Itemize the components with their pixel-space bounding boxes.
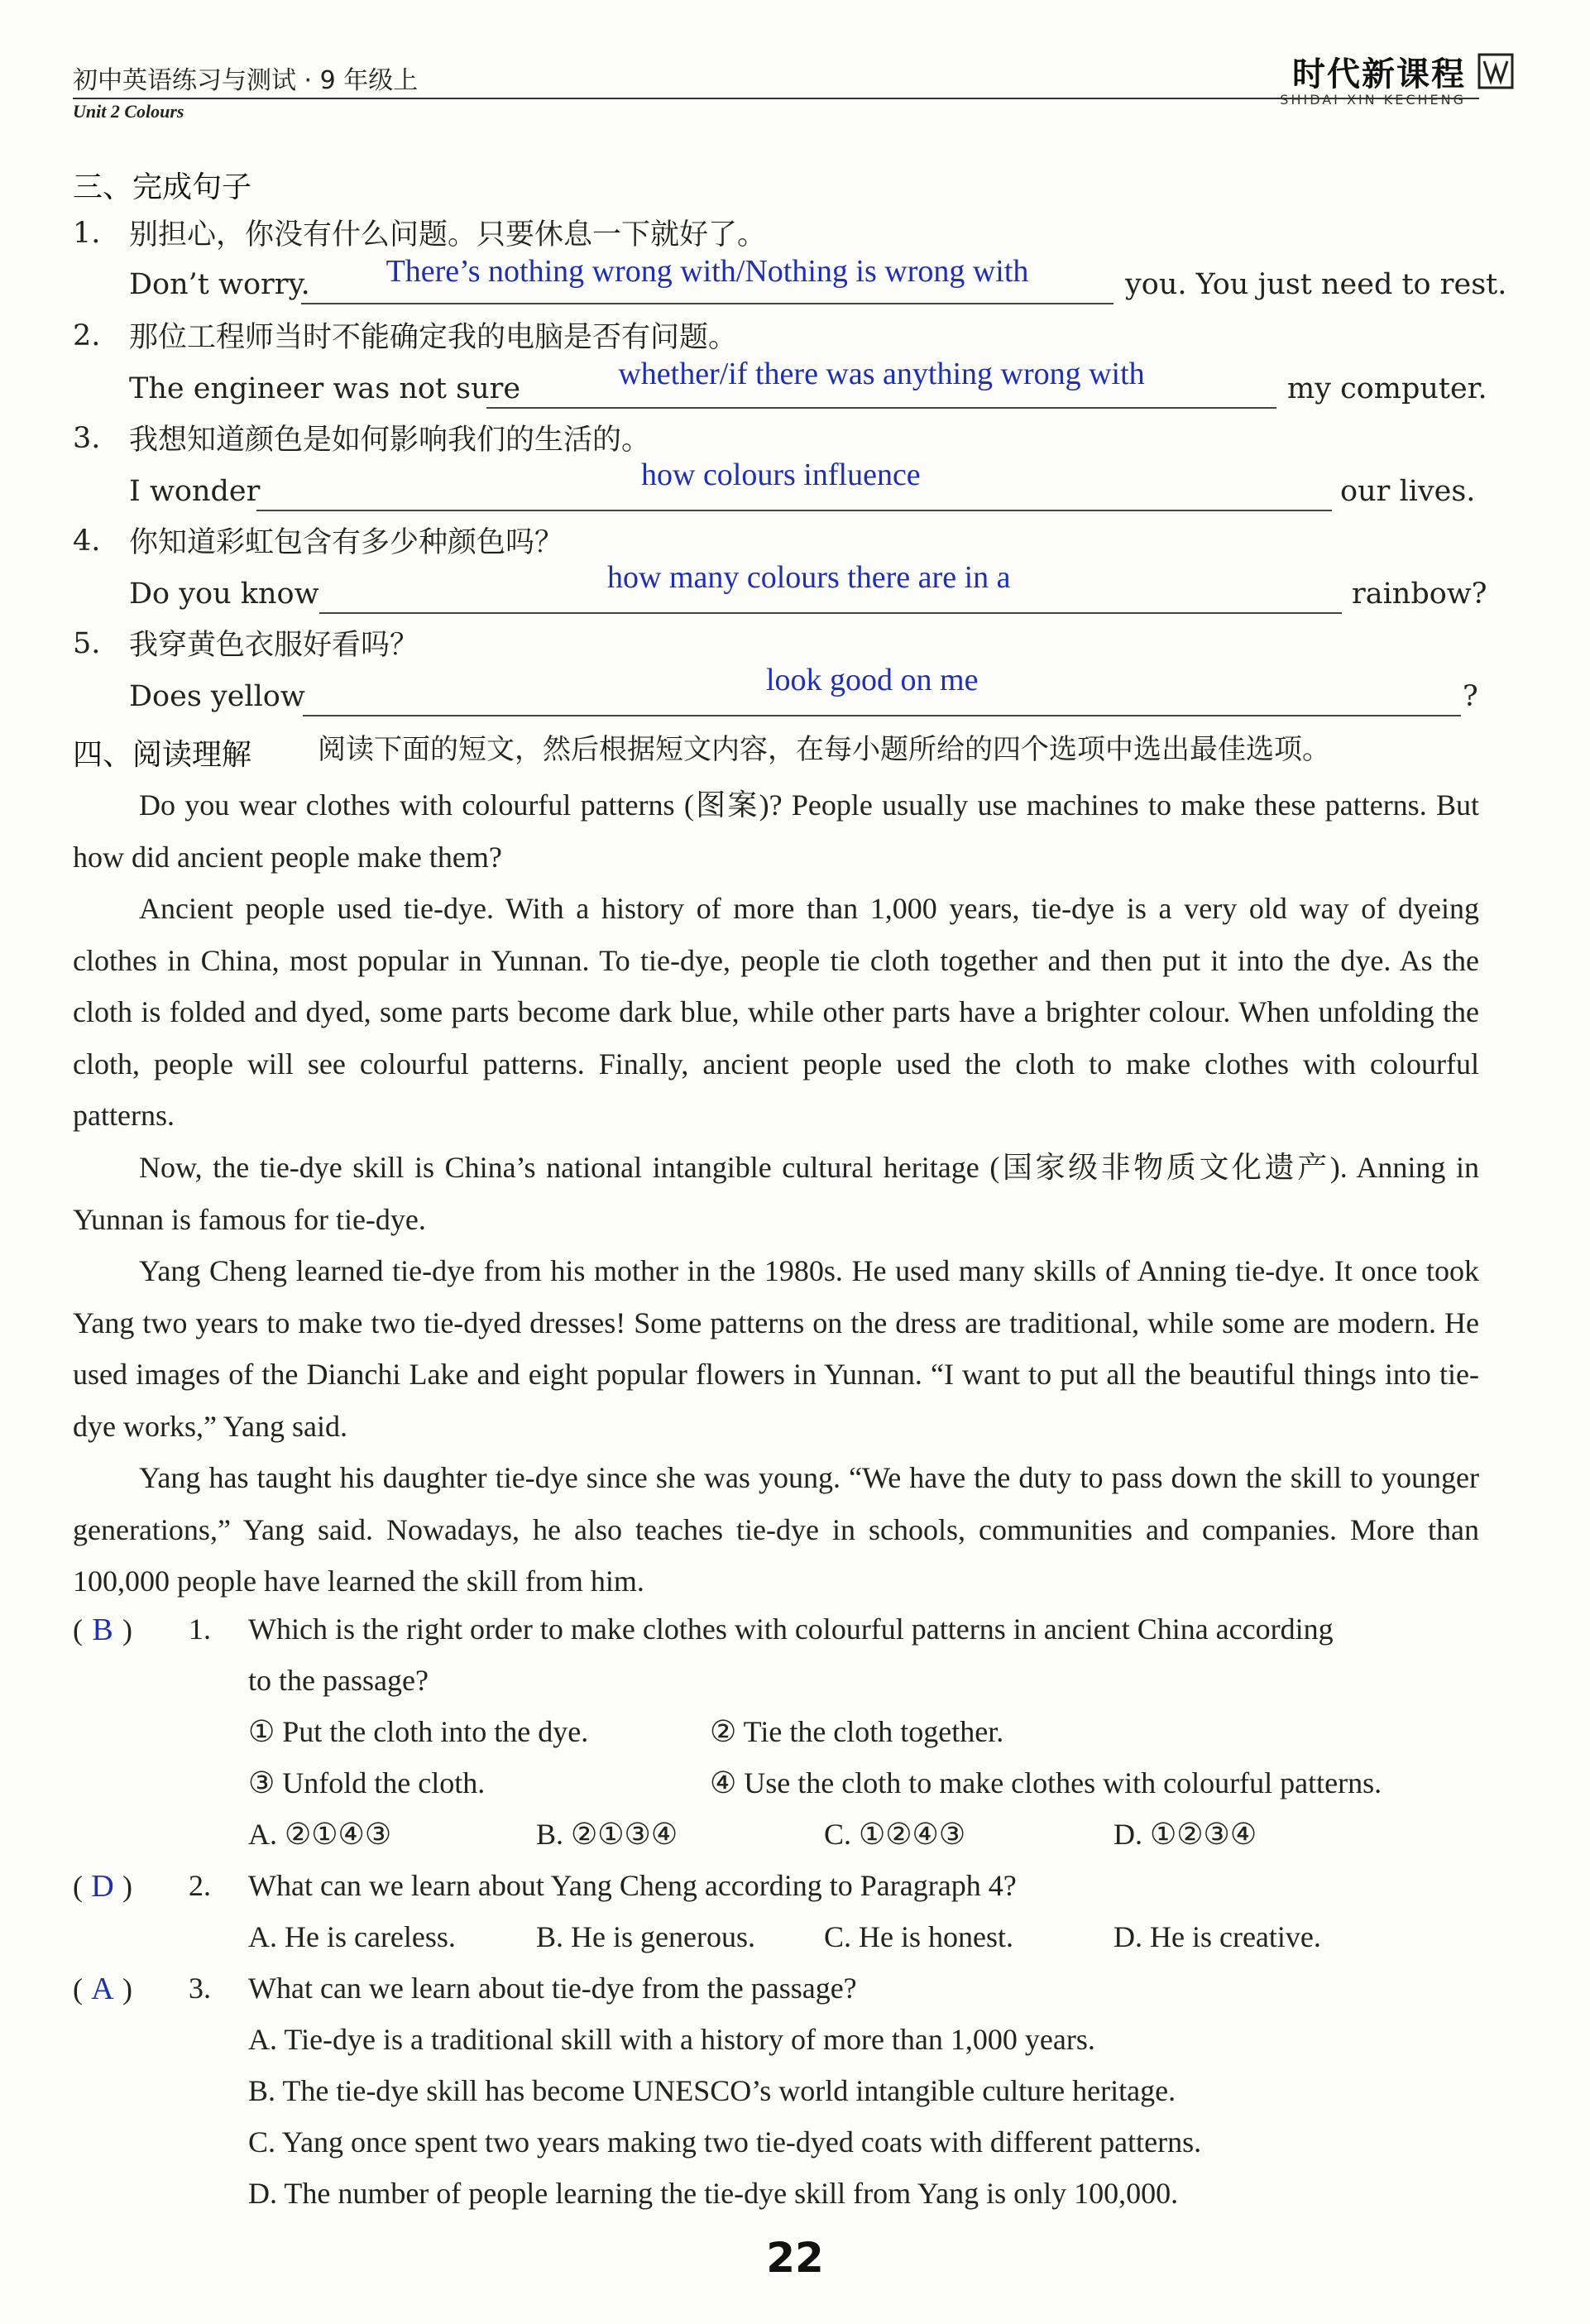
option-c[interactable]: C. Yang once spent two years making two tie-dyed coats with different patterns.	[248, 2125, 1202, 2159]
brand	[1280, 48, 1466, 108]
item-suffix: ?	[1463, 680, 1478, 713]
item-number: 2.	[73, 319, 101, 352]
item-cn: 别担心，你没有什么问题。只要休息一下就好了。	[129, 218, 767, 252]
answer-text: There’s nothing wrong with/Nothing is wrong with	[386, 254, 1029, 289]
item-cn: 那位工程师当时不能确定我的电脑是否有问题。	[129, 321, 738, 354]
item-prefix: The engineer was not sure	[129, 372, 521, 405]
brand-logo-icon	[1477, 53, 1514, 89]
option-c[interactable]: C. He is honest.	[824, 1920, 1013, 1953]
answer-text: how colours influence	[641, 458, 921, 492]
answer-choice: A	[91, 1972, 114, 2006]
answer-paren[interactable]: ( A )	[73, 1972, 132, 2006]
option-d[interactable]: D. ①②③④	[1113, 1818, 1257, 1851]
passage-paragraph-4: Yang Cheng learned tie-dye from his mother in the 1980s. He used many skills of Anning tie-dye. It once took Yang two years to make two tie-dyed dresses! Some patterns on the dress are traditional, while some are modern. He used images of the Dianchi Lake and eight popular flowers in Yunnan. “I want to put all the beautiful things into tie-dye works,” Yang said.	[73, 1254, 1479, 1443]
brand-en: SHIDAI XIN KECHENG	[1280, 92, 1466, 108]
brand-cn: 时代新课程	[1292, 55, 1466, 93]
option-b[interactable]: B. He is generous.	[536, 1920, 755, 1953]
item-prefix: I wonder	[129, 475, 261, 508]
step-item: ④ Use the cloth to make clothes with colourful patterns.	[710, 1766, 1382, 1799]
answer-text: look good on me	[766, 663, 979, 697]
question-text: Which is the right order to make clothes with colourful patterns in ancient China according	[248, 1612, 1334, 1646]
item-number: 5.	[73, 627, 101, 660]
option-c[interactable]: C. ①②④③	[824, 1818, 966, 1851]
item-number: 1.	[73, 217, 101, 250]
item-prefix: Do you know	[129, 577, 319, 611]
item-cn: 你知道彩虹包含有多少种颜色吗？	[129, 526, 564, 559]
item-number: 3.	[73, 422, 101, 455]
section4-title: 四、阅读理解	[73, 738, 252, 772]
question-number: 1.	[189, 1612, 211, 1646]
passage-paragraph-3: Now, the tie-dye skill is China’s national intangible cultural heritage (国家级非物质文化遗产). Anning in Yunnan is famous for tie-dye.	[73, 1151, 1479, 1236]
question-number: 2.	[189, 1869, 211, 1902]
item-prefix: Don’t worry.	[129, 268, 310, 301]
item-suffix: our lives.	[1340, 475, 1476, 508]
question-text-cont: to the passage?	[248, 1664, 429, 1697]
passage-paragraph-2: Ancient people used tie-dye. With a history of more than 1,000 years, tie-dye is a very old way of dyeing clothes in China, most popular in Yunnan. To tie-dye, people tie cloth together and then put it into the dye. As the cloth is folded and dyed, some parts become dark blue, while other parts have a brighter colour. When unfolding the cloth, people will see colourful patterns. Finally, ancient people used the cloth to make clothes with colourful patterns.	[73, 892, 1479, 1132]
page-number: 22	[766, 2234, 824, 2282]
option-a[interactable]: A. ②①④③	[248, 1818, 392, 1851]
question-text: What can we learn about tie-dye from the passage?	[248, 1972, 857, 2005]
item-cn: 我穿黄色衣服好看吗？	[129, 629, 419, 662]
option-b[interactable]: B. ②①③④	[536, 1818, 678, 1851]
option-a[interactable]: A. He is careless.	[248, 1920, 456, 1953]
section3-title: 三、完成句子	[73, 170, 252, 204]
answer-choice: D	[91, 1869, 114, 1904]
section4-instruction: 阅读下面的短文，然后根据短文内容，在每小题所给的四个选项中选出最佳选项。	[318, 733, 1330, 766]
item-prefix: Does yellow	[129, 680, 305, 713]
question-text: What can we learn about Yang Cheng according to Paragraph 4?	[248, 1869, 1017, 1902]
step-item: ③ Unfold the cloth.	[248, 1766, 486, 1799]
header-rule	[73, 98, 1479, 99]
passage-paragraph-5: Yang has taught his daughter tie-dye since she was young. “We have the duty to pass down the skill to younger generations,” Yang said. Nowadays, he also teaches tie-dye in schools, communities and companies. More than 100,000 people have learned the skill from him.	[73, 1461, 1479, 1598]
option-a[interactable]: A. Tie-dye is a traditional skill with a history of more than 1,000 years.	[248, 2023, 1095, 2056]
question-number: 3.	[189, 1972, 211, 2005]
option-d[interactable]: D. He is creative.	[1113, 1920, 1321, 1953]
item-suffix: you. You just need to rest.	[1125, 268, 1507, 301]
item-suffix: rainbow?	[1352, 577, 1487, 611]
book-title: 初中英语练习与测试 · 9 年级上	[73, 66, 419, 95]
item-suffix: my computer.	[1287, 372, 1487, 405]
item-cn: 我想知道颜色是如何影响我们的生活的。	[129, 424, 651, 457]
answer-choice: B	[92, 1612, 113, 1647]
answer-paren[interactable]: ( B )	[73, 1612, 132, 1647]
step-item: ① Put the cloth into the dye.	[248, 1715, 589, 1748]
step-item: ② Tie the cloth together.	[710, 1715, 1004, 1748]
option-b[interactable]: B. The tie-dye skill has become UNESCO’s world intangible culture heritage.	[248, 2074, 1176, 2107]
answer-text: whether/if there was anything wrong with	[618, 357, 1145, 391]
unit-label: Unit 2 Colours	[73, 101, 184, 122]
option-d[interactable]: D. The number of people learning the tie-dye skill from Yang is only 100,000.	[248, 2177, 1179, 2210]
item-number: 4.	[73, 525, 101, 558]
answer-text: how many colours there are in a	[607, 560, 1011, 595]
answer-paren[interactable]: ( D )	[73, 1869, 132, 1904]
passage-paragraph-1: Do you wear clothes with colourful patterns (图案)? People usually use machines to make these patterns. But how did ancient people make them?	[73, 788, 1479, 874]
